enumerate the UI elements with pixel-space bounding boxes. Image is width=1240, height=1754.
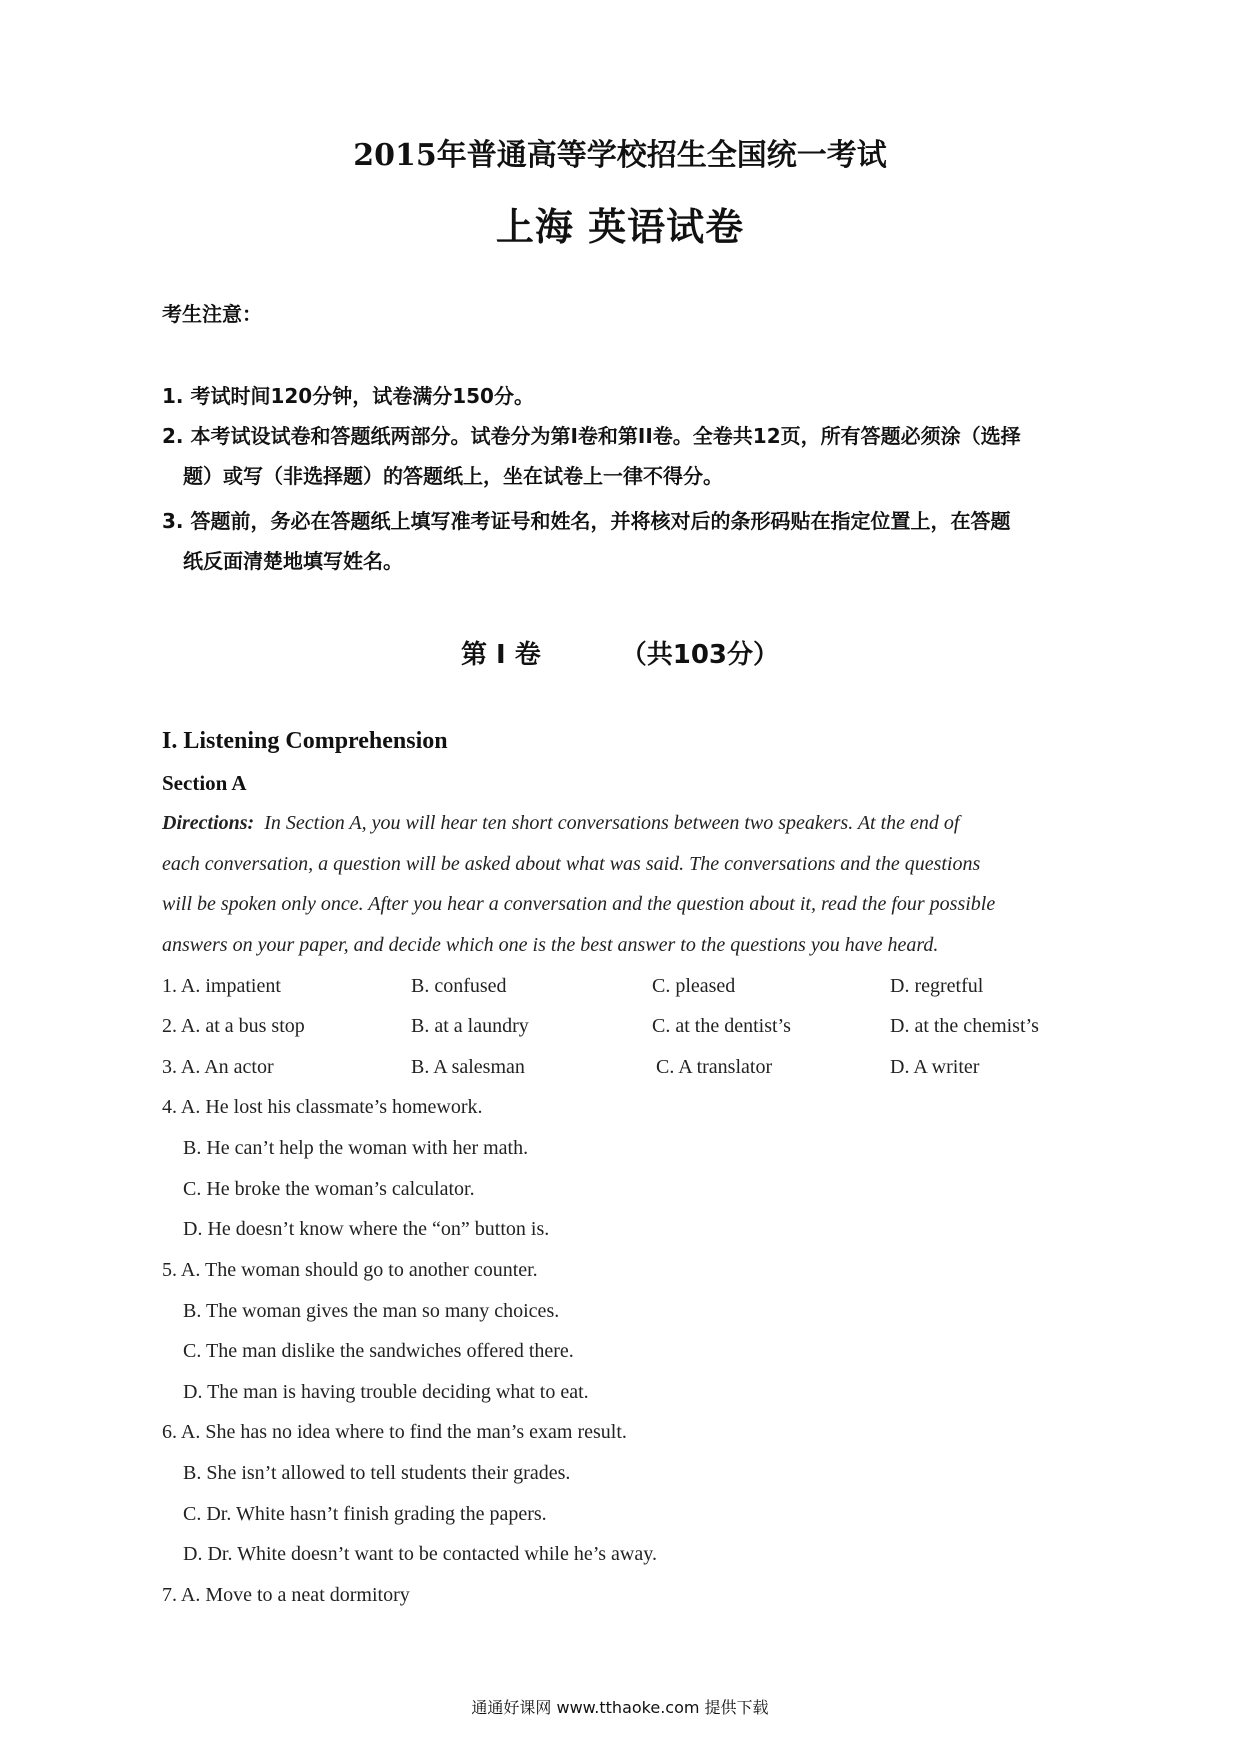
q4-option-b: B. He can’t help the woman with her math.	[183, 1137, 529, 1159]
q3-option-c: C. A translator	[656, 1056, 773, 1078]
q4-option-a: 4. A. He lost his classmate’s homework.	[162, 1096, 483, 1118]
notice-item-3-cont: 纸反面清楚地填写姓名。	[183, 549, 403, 573]
q4-option-c: C. He broke the woman’s calculator.	[183, 1178, 475, 1200]
notice-item-2: 2. 本考试设试卷和答题纸两部分。试卷分为第I卷和第II卷。全卷共12页，所有答题必须涂（选择	[162, 424, 1021, 448]
q3-option-a: 3. A. An actor	[162, 1056, 274, 1078]
q1-option-c: C. pleased	[652, 975, 736, 997]
notice-item-2-cont: 题）或写（非选择题）的答题纸上，坐在试卷上一律不得分。	[183, 464, 723, 488]
q1-option-b: B. confused	[411, 975, 507, 997]
directions-text-1: In Section A, you will hear ten short conversations between two speakers. At the end of	[264, 812, 960, 834]
q1-option-d: D. regretful	[890, 975, 984, 997]
q5-option-c: C. The man dislike the sandwiches offered there.	[183, 1340, 574, 1362]
q2-option-c: C. at the dentist’s	[652, 1015, 791, 1037]
exam-subtitle: 上海 英语试卷	[495, 204, 745, 249]
section-heading: I. Listening Comprehension	[162, 728, 448, 754]
q4-option-d: D. He doesn’t know where the “on” button is.	[183, 1218, 550, 1240]
footer-text: 通通好课网 www.tthaoke.com 提供下载	[471, 1698, 769, 1717]
directions-line-3: will be spoken only once. After you hear a conversation and the question about it, read the four possible	[162, 893, 996, 915]
q6-option-b: B. She isn’t allowed to tell students their grades.	[183, 1462, 571, 1484]
part-label: 第 I 卷	[460, 640, 541, 670]
q5-option-b: B. The woman gives the man so many choices.	[183, 1300, 560, 1322]
q2-option-b: B. at a laundry	[411, 1015, 529, 1037]
part-title	[0, 634, 1240, 671]
directions-line-4: answers on your paper, and decide which one is the best answer to the questions you have heard.	[162, 934, 939, 956]
exam-title: 2015年普通高等学校招生全国统一考试	[353, 138, 887, 173]
directions-line-1	[162, 812, 959, 835]
q6-option-a: 6. A. She has no idea where to find the man’s exam result.	[162, 1421, 627, 1443]
notice-item-1: 1. 考试时间120分钟，试卷满分150分。	[162, 384, 534, 408]
part-score: （共103分）	[620, 640, 780, 670]
q7-option-a: 7. A. Move to a neat dormitory	[162, 1584, 410, 1606]
q3-option-d: D. A writer	[890, 1056, 980, 1078]
subsection-heading: Section A	[162, 771, 247, 795]
q2-option-a: 2. A. at a bus stop	[162, 1015, 305, 1037]
directions-label: Directions:	[162, 812, 255, 834]
directions-line-2: each conversation, a question will be asked about what was said. The conversations and the questions	[162, 853, 981, 875]
q1-option-a: 1. A. impatient	[162, 975, 281, 997]
notice-item-3: 3. 答题前，务必在答题纸上填写准考证号和姓名，并将核对后的条形码贴在指定位置上，在答题	[162, 509, 1011, 533]
q3-option-b: B. A salesman	[411, 1056, 525, 1078]
q5-option-a: 5. A. The woman should go to another counter.	[162, 1259, 538, 1281]
notice-heading: 考生注意：	[162, 302, 262, 326]
q6-option-c: C. Dr. White hasn’t finish grading the papers.	[183, 1503, 547, 1525]
q2-option-d: D. at the chemist’s	[890, 1015, 1039, 1037]
q6-option-d: D. Dr. White doesn’t want to be contacted while he’s away.	[183, 1543, 657, 1565]
q5-option-d: D. The man is having trouble deciding what to eat.	[183, 1381, 589, 1403]
